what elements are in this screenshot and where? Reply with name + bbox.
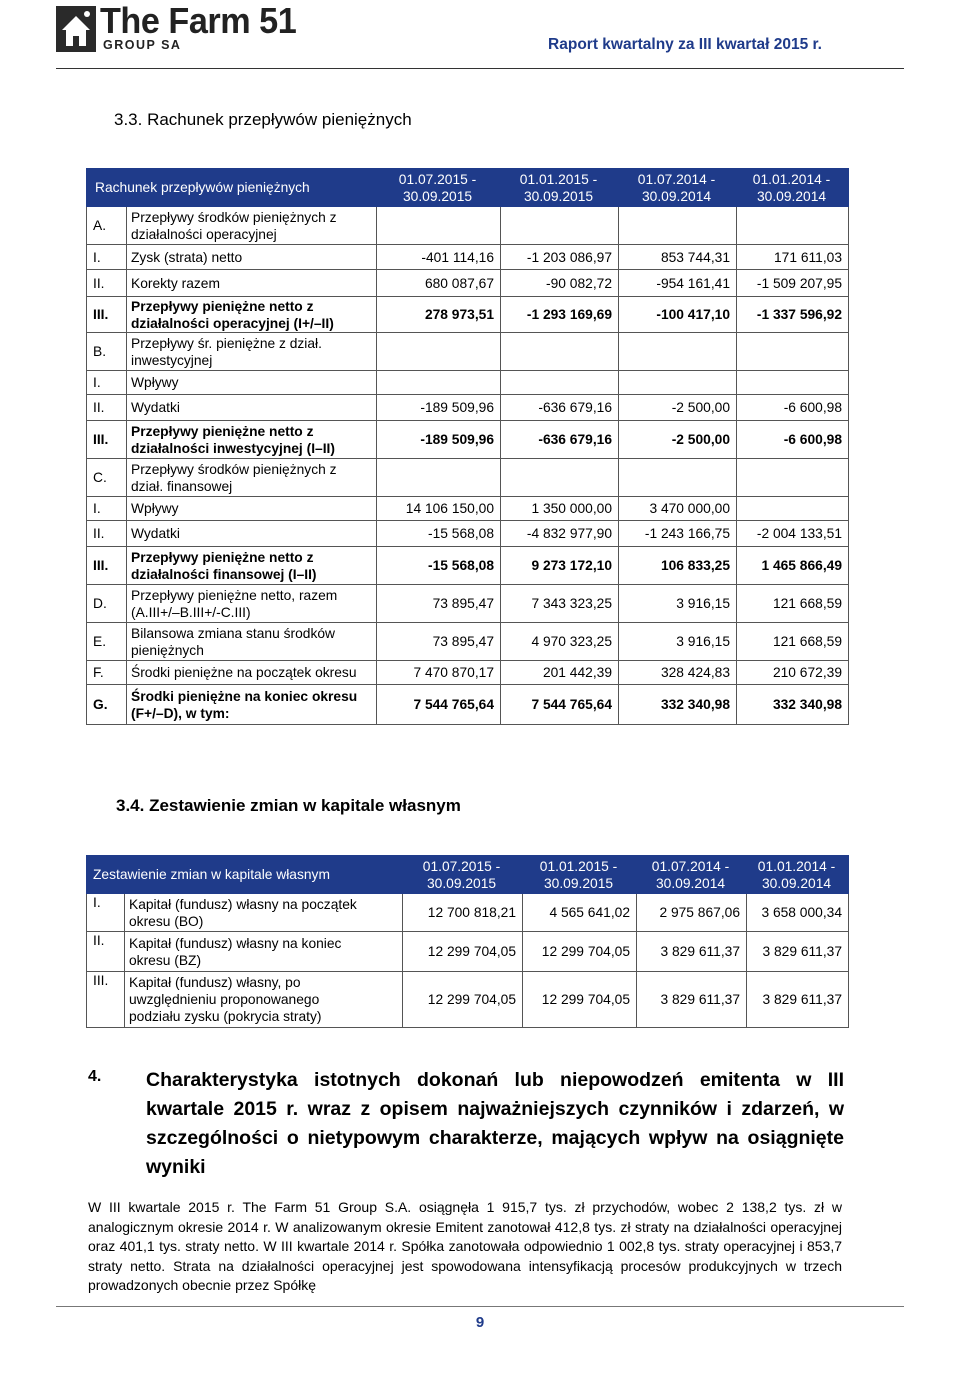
value-cell: 332 340,98 [737, 685, 849, 725]
period-start: 01.01.2015 - [519, 171, 598, 187]
section-4-body: W III kwartale 2015 r. The Farm 51 Group S.A. osiągnęła 1 915,7 tys. zł przychodów, wobec 2 138,2 tys. zł w analogicznym okresie 2014 r. W analizowanym okresie Emitent zanotował 412,8 tys. zł straty na działalności operacyjnej oraz 401,1 tys. straty netto. W III kwartale 2014 r. Spółka zanotowała odpowiednio 1 002,8 tys. straty operacyjnej i 853,7 straty netto. Strata na działalności operacyjnej jest spowodowana intensyfikacją procesów produkcyjnych w trzech prowadzonych obecnie przez Spółkę [88, 1199, 842, 1293]
value-cell: 14 106 150,00 [377, 497, 501, 521]
value-cell: 853 744,31 [619, 245, 737, 270]
value-cell: 106 833,25 [619, 547, 737, 585]
row-label [127, 547, 377, 585]
value-cell: -2 500,00 [619, 395, 737, 421]
value-cell: -1 243 166,75 [619, 521, 737, 547]
period-start: 01.07.2014 - [637, 171, 716, 187]
table-row [87, 459, 849, 497]
row-label-line: Bilansowa zmiana stanu środków [131, 625, 335, 641]
table-row [87, 623, 849, 661]
row-code: I. [87, 371, 127, 395]
row-code: I. [87, 245, 127, 270]
row-label-line: Przepływy śr. pieniężne z dział. [131, 335, 322, 351]
header-divider [56, 68, 904, 69]
period-end: 30.09.2015 [402, 188, 473, 204]
value-cell: 3 916,15 [619, 585, 737, 623]
row-code: B. [87, 333, 127, 371]
row-label [127, 333, 377, 371]
value-cell: 1 350 000,00 [501, 497, 619, 521]
table-title: Rachunek przepływów pieniężnych [87, 169, 377, 207]
value-cell: 12 299 704,05 [523, 972, 637, 1028]
value-cell: 73 895,47 [377, 585, 501, 623]
row-label-line: Środki pieniężne na koniec okresu [131, 688, 358, 704]
table-row [87, 333, 849, 371]
row-label [127, 297, 377, 333]
row-label [127, 371, 377, 395]
row-label-line: Wydatki [131, 400, 180, 415]
period-start: 01.07.2015 - [422, 858, 501, 874]
value-cell: 3 470 000,00 [619, 497, 737, 521]
row-label [127, 661, 377, 685]
period-end: 30.09.2015 [426, 875, 497, 891]
value-cell [737, 371, 849, 395]
period-header [523, 856, 637, 894]
value-cell: 2 975 867,06 [637, 894, 747, 932]
row-label-line: dział. finansowej [131, 478, 233, 494]
row-label-line: działalności operacyjnej (I+/–II) [131, 315, 334, 331]
value-cell [377, 333, 501, 371]
period-header [501, 169, 619, 207]
table-row [87, 521, 849, 547]
row-label-line: Wydatki [131, 526, 180, 541]
value-cell [619, 207, 737, 245]
table-row [87, 421, 849, 459]
row-code: I. [87, 497, 127, 521]
row-code: C. [87, 459, 127, 497]
value-cell: 3 829 611,37 [747, 972, 849, 1028]
table-row [87, 207, 849, 245]
row-code: III. [87, 421, 127, 459]
value-cell: 1 465 866,49 [737, 547, 849, 585]
value-cell: 12 299 704,05 [523, 932, 637, 972]
row-code: D. [87, 585, 127, 623]
value-cell: -6 600,98 [737, 421, 849, 459]
section-heading-cash-flow: 3.3. Rachunek przepływów pieniężnych [114, 110, 412, 129]
value-cell: 4 565 641,02 [523, 894, 637, 932]
table-header-row [87, 169, 849, 207]
value-cell: 12 700 818,21 [403, 894, 523, 932]
row-label-line: (A.III+/–B.III+/-C.III) [131, 604, 251, 620]
row-label [125, 894, 403, 932]
value-cell: 278 973,51 [377, 297, 501, 333]
row-label [125, 932, 403, 972]
period-end: 30.09.2015 [523, 188, 594, 204]
row-label-line: Zysk (strata) netto [131, 249, 243, 265]
value-cell: -90 082,72 [501, 270, 619, 297]
period-start: 01.07.2015 - [398, 171, 477, 187]
row-label-line: działalności finansowej (I–II) [131, 566, 317, 582]
period-header [619, 169, 737, 207]
row-label-line: (F+/–D), w tym: [131, 705, 230, 721]
row-label-line: inwestycyjnej [131, 352, 213, 368]
value-cell: -1 293 169,69 [501, 297, 619, 333]
row-label-line: Kapitał (fundusz) własny na koniec [129, 935, 342, 951]
value-cell [737, 207, 849, 245]
row-label [127, 685, 377, 725]
report-title: Raport kwartalny za III kwartał 2015 r. [548, 36, 822, 53]
value-cell: 121 668,59 [737, 623, 849, 661]
value-cell: -100 417,10 [619, 297, 737, 333]
value-cell: 332 340,98 [619, 685, 737, 725]
value-cell: 3 829 611,37 [747, 932, 849, 972]
row-label-line: działalności operacyjnej [131, 226, 277, 242]
table-header-row [87, 856, 849, 894]
row-code: G. [87, 685, 127, 725]
value-cell [501, 371, 619, 395]
row-label-line: Wpływy [131, 375, 179, 390]
value-cell: -401 114,16 [377, 245, 501, 270]
value-cell: -189 509,96 [377, 421, 501, 459]
table-row [87, 972, 849, 1028]
row-label-line: Wpływy [131, 501, 179, 516]
table-title: Zestawienie zmian w kapitale własnym [87, 856, 403, 894]
period-start: 01.01.2015 - [539, 858, 618, 874]
row-label-line: Korekty razem [131, 275, 220, 291]
row-code: III. [87, 297, 127, 333]
row-label [127, 421, 377, 459]
value-cell: -1 203 086,97 [501, 245, 619, 270]
value-cell: -954 161,41 [619, 270, 737, 297]
row-label-line: Przepływy pieniężne netto z [131, 423, 314, 439]
table-row [87, 585, 849, 623]
row-label-line: Przepływy środków pieniężnych z [131, 461, 337, 477]
row-label-line: okresu (BO) [129, 913, 204, 929]
row-label [127, 585, 377, 623]
value-cell: 121 668,59 [737, 585, 849, 623]
row-label-line: działalności inwestycyjnej (I–II) [131, 440, 335, 456]
table-row [87, 661, 849, 685]
row-code: A. [87, 207, 127, 245]
logo-title: The Farm 51 [100, 0, 297, 41]
period-end: 30.09.2015 [543, 875, 614, 891]
value-cell: -2 500,00 [619, 421, 737, 459]
value-cell: 9 273 172,10 [501, 547, 619, 585]
value-cell [377, 207, 501, 245]
value-cell [377, 371, 501, 395]
table-row [87, 547, 849, 585]
value-cell [619, 371, 737, 395]
value-cell [737, 497, 849, 521]
logo-subtitle: GROUP SA [103, 38, 182, 52]
row-label-line: Przepływy pieniężne netto z [131, 549, 314, 565]
value-cell [619, 333, 737, 371]
period-header [377, 169, 501, 207]
table-row [87, 894, 849, 932]
value-cell: -1 337 596,92 [737, 297, 849, 333]
row-label [127, 623, 377, 661]
row-code: I. [87, 894, 125, 932]
value-cell: 7 544 765,64 [501, 685, 619, 725]
value-cell: -15 568,08 [377, 521, 501, 547]
value-cell [737, 459, 849, 497]
row-label [127, 497, 377, 521]
row-label-line: uwzględnieniu proponowanego [129, 992, 320, 1007]
value-cell: 680 087,67 [377, 270, 501, 297]
row-label-line: okresu (BZ) [129, 952, 202, 968]
row-code: E. [87, 623, 127, 661]
period-header [747, 856, 849, 894]
section-4-title: Charakterystyka istotnych dokonań lub niepowodzeń emitenta w III kwartale 2015 r. wraz z opisem najważniejszych czynników i zdarzeń, w szczególności o nietypowym charakterze, mających wpływ na osiągnięte wyniki [146, 1069, 844, 1178]
value-cell [377, 459, 501, 497]
value-cell: 12 299 704,05 [403, 932, 523, 972]
table-row [87, 371, 849, 395]
value-cell: -1 509 207,95 [737, 270, 849, 297]
row-label [127, 459, 377, 497]
row-label-line: Kapitał (fundusz) własny, po [129, 975, 301, 990]
row-label-line: Przepływy pieniężne netto, razem [131, 587, 338, 603]
value-cell: 7 343 323,25 [501, 585, 619, 623]
period-end: 30.09.2014 [756, 188, 827, 204]
value-cell [501, 207, 619, 245]
period-header [403, 856, 523, 894]
value-cell: -2 004 133,51 [737, 521, 849, 547]
equity-changes-table [86, 855, 849, 1028]
value-cell: 12 299 704,05 [403, 972, 523, 1028]
value-cell: -189 509,96 [377, 395, 501, 421]
row-label-line: Kapitał (fundusz) własny na początek [129, 896, 357, 912]
row-code: F. [87, 661, 127, 685]
section-4-number: 4. [88, 1068, 102, 1085]
row-code: III. [87, 547, 127, 585]
value-cell [501, 459, 619, 497]
table-row [87, 685, 849, 725]
value-cell: 7 470 870,17 [377, 661, 501, 685]
period-end: 30.09.2014 [641, 188, 712, 204]
row-label-line: Środki pieniężne na początek okresu [131, 665, 357, 680]
value-cell: 3 658 000,34 [747, 894, 849, 932]
period-start: 01.01.2014 - [752, 171, 831, 187]
row-label [127, 521, 377, 547]
value-cell [501, 333, 619, 371]
row-code: II. [87, 932, 125, 972]
row-label-line: Przepływy środków pieniężnych z [131, 209, 337, 225]
row-label-line: pieniężnych [131, 642, 204, 658]
row-label [127, 395, 377, 421]
row-label [125, 972, 403, 1028]
row-code: II. [87, 270, 127, 297]
value-cell [737, 333, 849, 371]
value-cell: -636 679,16 [501, 395, 619, 421]
cash-flow-table [86, 168, 849, 725]
value-cell: 4 970 323,25 [501, 623, 619, 661]
row-code: II. [87, 521, 127, 547]
section-heading-equity: 3.4. Zestawienie zmian w kapitale własnym [116, 796, 461, 815]
value-cell: -15 568,08 [377, 547, 501, 585]
company-logo [56, 0, 297, 54]
value-cell: 201 442,39 [501, 661, 619, 685]
period-end: 30.09.2014 [655, 875, 726, 891]
value-cell [619, 459, 737, 497]
value-cell: 3 829 611,37 [637, 972, 747, 1028]
row-label [127, 245, 377, 270]
value-cell: -636 679,16 [501, 421, 619, 459]
table-row [87, 497, 849, 521]
value-cell: 3 916,15 [619, 623, 737, 661]
farm-logo-icon [56, 6, 96, 52]
value-cell: 210 672,39 [737, 661, 849, 685]
row-label-line: Przepływy pieniężne netto z [131, 298, 314, 314]
value-cell: 7 544 765,64 [377, 685, 501, 725]
row-label [127, 207, 377, 245]
period-header [737, 169, 849, 207]
period-end: 30.09.2014 [761, 875, 832, 891]
value-cell: 171 611,03 [737, 245, 849, 270]
value-cell: 328 424,83 [619, 661, 737, 685]
table-row [87, 270, 849, 297]
table-row [87, 395, 849, 421]
footer-divider [56, 1306, 904, 1307]
row-label [127, 270, 377, 297]
value-cell: -6 600,98 [737, 395, 849, 421]
period-header [637, 856, 747, 894]
period-start: 01.01.2014 - [757, 858, 836, 874]
page-number: 9 [475, 1314, 485, 1331]
table-row [87, 297, 849, 333]
row-label-line: podziału zysku (pokrycia straty) [129, 1009, 322, 1024]
period-start: 01.07.2014 - [651, 858, 730, 874]
value-cell: 3 829 611,37 [637, 932, 747, 972]
row-code: II. [87, 395, 127, 421]
table-row [87, 932, 849, 972]
table-row [87, 245, 849, 270]
value-cell: 73 895,47 [377, 623, 501, 661]
value-cell: -4 832 977,90 [501, 521, 619, 547]
row-code: III. [87, 972, 125, 1028]
